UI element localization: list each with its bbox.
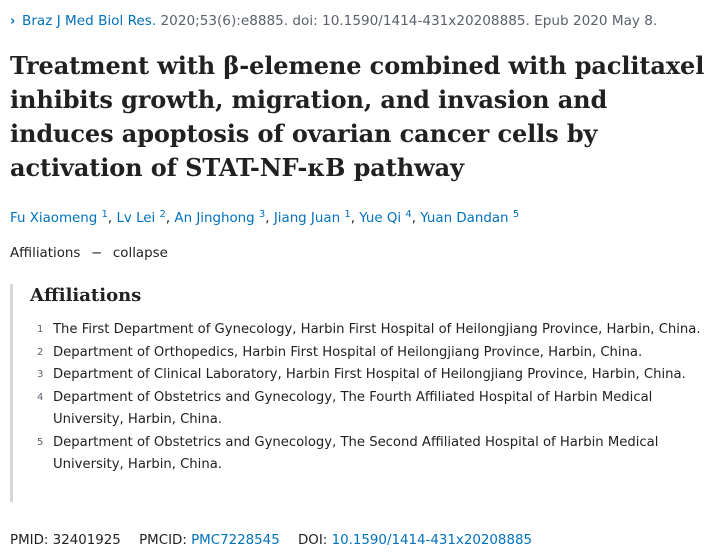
author-link[interactable]: Yuan Dandan bbox=[420, 211, 509, 226]
affiliations-heading: Affiliations bbox=[30, 285, 142, 306]
affiliation-item bbox=[37, 387, 707, 432]
doi-label: DOI: bbox=[298, 533, 328, 548]
citation-line bbox=[10, 10, 657, 33]
pmcid-label: PMCID: bbox=[139, 533, 187, 548]
author-separator: , bbox=[165, 211, 175, 226]
author-separator: , bbox=[411, 211, 421, 226]
affiliations-list bbox=[37, 319, 707, 477]
author-affiliation-ref[interactable]: 1 bbox=[101, 209, 108, 220]
article-identifiers bbox=[10, 530, 532, 552]
affiliation-number: 1 bbox=[37, 324, 44, 335]
affiliation-number: 4 bbox=[37, 391, 44, 403]
author-link[interactable]: Fu Xiaomeng bbox=[10, 211, 98, 226]
collapse-link[interactable]: collapse bbox=[112, 246, 168, 261]
article-title: Treatment with β-elemene combined with paclitaxel inhibits growth, migration, and invasion and induces apoptosis of ovarian cancer cells by activation of STAT-NF-κB pathway bbox=[10, 51, 705, 182]
author-separator: , bbox=[350, 211, 360, 226]
affiliation-text: Department of Clinical Laboratory, Harbin First Hospital of Heilongjiang Province, Harbin, China. bbox=[53, 367, 686, 382]
affiliation-text: Department of Obstetrics and Gynecology, The Fourth Affiliated Hospital of Harbin Medical University, Harbin, China. bbox=[53, 389, 653, 427]
author-affiliation-ref[interactable]: 5 bbox=[512, 209, 520, 220]
affiliation-item bbox=[37, 319, 707, 342]
chevron-right-icon[interactable]: › bbox=[10, 14, 16, 29]
pmid-value: 32401925 bbox=[52, 533, 121, 548]
affiliation-item bbox=[37, 432, 707, 477]
pmid-label: PMID: bbox=[10, 533, 49, 548]
affiliation-text: The First Department of Gynecology, Harbin First Hospital of Heilongjiang Province, Harbin, China. bbox=[53, 322, 701, 337]
author-link[interactable]: Lv Lei bbox=[116, 211, 156, 226]
affiliation-text: Department of Orthopedics, Harbin First Hospital of Heilongjiang Province, Harbin, China. bbox=[53, 344, 643, 360]
affiliation-number: 5 bbox=[37, 436, 44, 448]
citation-details: 2020;53(6):e8885. doi: 10.1590/1414-431x20208885. Epub 2020 May 8. bbox=[156, 13, 658, 29]
doi-link[interactable]: 10.1590/1414-431x20208885 bbox=[331, 533, 533, 548]
author-link[interactable]: An Jinghong bbox=[174, 211, 255, 226]
author-separator: , bbox=[265, 211, 274, 226]
author-affiliation-ref[interactable]: 1 bbox=[344, 209, 351, 220]
collapse-icon: − bbox=[91, 246, 103, 261]
affiliation-item bbox=[37, 364, 707, 387]
author-affiliation-ref[interactable]: 2 bbox=[159, 209, 166, 220]
author-affiliation-ref[interactable]: 4 bbox=[405, 209, 412, 220]
author-link[interactable]: Jiang Juan bbox=[273, 211, 341, 226]
pmcid-link[interactable]: PMC7228545 bbox=[191, 533, 280, 548]
affiliations-toggle[interactable] bbox=[10, 243, 168, 265]
author-link[interactable]: Yue Qi bbox=[359, 211, 402, 226]
affiliations-panel bbox=[10, 284, 706, 502]
journal-link[interactable]: Braz J Med Biol Res. bbox=[22, 13, 157, 29]
affiliation-text: Department of Obstetrics and Gynecology, The Second Affiliated Hospital of Harbin Medical University, Harbin, China. bbox=[53, 434, 659, 472]
author-affiliation-ref[interactable]: 3 bbox=[258, 209, 266, 220]
affiliation-number: 2 bbox=[37, 346, 44, 358]
affiliation-item bbox=[37, 342, 707, 365]
author-list bbox=[10, 208, 519, 230]
affiliation-number: 3 bbox=[37, 369, 44, 380]
affiliations-toggle-label: Affiliations bbox=[10, 246, 81, 261]
author-separator: , bbox=[107, 211, 117, 226]
